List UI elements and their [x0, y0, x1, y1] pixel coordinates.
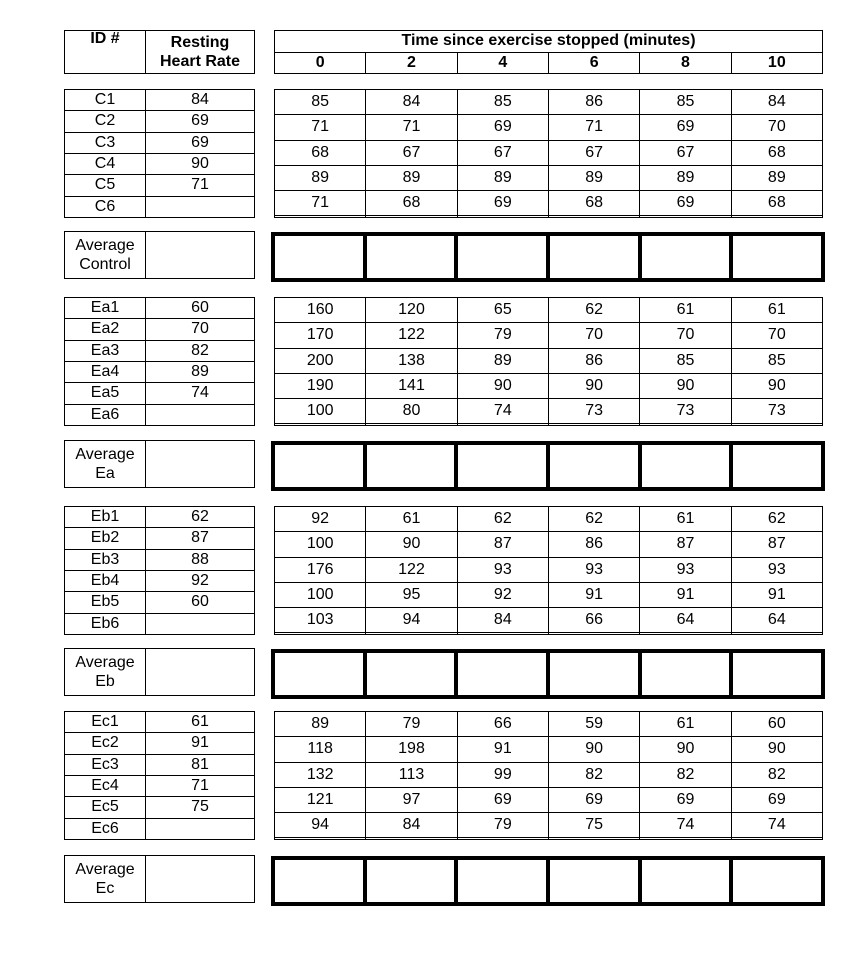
average-resting-cell [146, 856, 255, 903]
table-row [275, 90, 823, 115]
value-cell: 69 [640, 191, 731, 216]
row-id: Ea1 [65, 298, 146, 319]
average-resting-cell [146, 232, 255, 279]
table-row [275, 373, 823, 398]
value-cell [275, 838, 366, 840]
value-cell: 85 [640, 348, 731, 373]
value-cell [548, 424, 639, 426]
average-value-cell [273, 234, 365, 280]
value-cell: 61 [640, 507, 731, 532]
value-cell: 82 [731, 762, 822, 787]
value-cell: 71 [275, 191, 366, 216]
value-cell [275, 633, 366, 635]
value-cell: 69 [457, 787, 548, 812]
row-id: Ec6 [65, 818, 146, 839]
row-id: Ec5 [65, 797, 146, 818]
value-cell: 176 [275, 557, 366, 582]
resting-cell [146, 613, 255, 634]
value-cell: 100 [275, 582, 366, 607]
time-header: 6 [548, 52, 639, 74]
value-cell: 97 [366, 787, 457, 812]
table-row [65, 754, 255, 775]
value-cell [548, 838, 639, 840]
value-cell: 89 [548, 165, 639, 190]
value-cell: 79 [457, 813, 548, 838]
value-cell [457, 633, 548, 635]
value-cell: 71 [366, 115, 457, 140]
value-cell: 62 [548, 298, 639, 323]
value-cell: 160 [275, 298, 366, 323]
resting-cell: 69 [146, 132, 255, 153]
header-left [64, 30, 254, 74]
value-cell: 68 [366, 191, 457, 216]
average-label: Average Ea [65, 441, 146, 488]
table-row [275, 737, 823, 762]
value-cell: 94 [366, 608, 457, 633]
table-row [275, 348, 823, 373]
table-row [65, 90, 255, 111]
value-cell: 121 [275, 787, 366, 812]
row-id: C6 [65, 196, 146, 217]
value-cell [548, 216, 639, 218]
value-cell: 85 [457, 90, 548, 115]
row-id: C5 [65, 175, 146, 196]
value-cell: 103 [275, 608, 366, 633]
table-row [275, 191, 823, 216]
row-id: Eb6 [65, 613, 146, 634]
average-value-cell [456, 651, 548, 697]
value-cell: 64 [640, 608, 731, 633]
value-cell: 82 [548, 762, 639, 787]
table-row [65, 298, 255, 319]
value-cell: 89 [457, 165, 548, 190]
resting-cell: 87 [146, 528, 255, 549]
value-cell: 73 [640, 399, 731, 424]
value-cell: 90 [731, 737, 822, 762]
table-row [65, 361, 255, 382]
resting-cell: 92 [146, 570, 255, 591]
average-value-cell [273, 443, 365, 489]
value-cell: 190 [275, 373, 366, 398]
value-cell: 66 [457, 712, 548, 737]
value-cell: 84 [457, 608, 548, 633]
value-cell: 86 [548, 348, 639, 373]
value-cell: 86 [548, 90, 639, 115]
average-value-cell [640, 234, 732, 280]
average-value-cell [731, 858, 823, 904]
table-row [275, 838, 823, 840]
value-cell: 68 [731, 191, 822, 216]
row-id: C3 [65, 132, 146, 153]
value-cell: 90 [640, 373, 731, 398]
value-cell: 100 [275, 399, 366, 424]
table-row [65, 818, 255, 839]
table-row [275, 323, 823, 348]
table-row [65, 549, 255, 570]
table-row [65, 613, 255, 634]
resting-cell: 91 [146, 733, 255, 754]
value-cell [548, 633, 639, 635]
value-cell: 113 [366, 762, 457, 787]
value-cell: 132 [275, 762, 366, 787]
table-row [275, 399, 823, 424]
value-cell: 69 [548, 787, 639, 812]
group-right-table [274, 711, 823, 840]
table-row [65, 570, 255, 591]
resting-cell: 71 [146, 175, 255, 196]
resting-cell: 90 [146, 153, 255, 174]
average-value-cell [548, 858, 640, 904]
value-cell: 71 [548, 115, 639, 140]
table-row [65, 153, 255, 174]
resting-cell [146, 196, 255, 217]
value-cell: 89 [275, 712, 366, 737]
value-cell: 84 [731, 90, 822, 115]
time-header: 0 [275, 52, 366, 74]
value-cell: 67 [366, 140, 457, 165]
table-row [65, 797, 255, 818]
average-value-cell [365, 234, 457, 280]
average-value-cell [548, 651, 640, 697]
table-row [275, 507, 823, 532]
average-label-box [64, 648, 254, 696]
row-id: Ec2 [65, 733, 146, 754]
value-cell: 141 [366, 373, 457, 398]
average-value-cell [640, 443, 732, 489]
value-cell: 84 [366, 813, 457, 838]
value-cell: 68 [731, 140, 822, 165]
value-cell: 92 [457, 582, 548, 607]
resting-cell: 75 [146, 797, 255, 818]
value-cell [457, 424, 548, 426]
table-row [65, 383, 255, 404]
time-title: Time since exercise stopped (minutes) [275, 31, 823, 53]
value-cell: 68 [275, 140, 366, 165]
value-cell [366, 424, 457, 426]
time-header: 8 [640, 52, 731, 74]
value-cell: 74 [640, 813, 731, 838]
average-values-box [271, 856, 825, 906]
value-cell: 91 [457, 737, 548, 762]
average-value-cell [456, 234, 548, 280]
table-row [65, 507, 255, 528]
value-cell: 91 [640, 582, 731, 607]
average-value-cell [273, 651, 365, 697]
table-row [275, 762, 823, 787]
table-row [275, 633, 823, 635]
table-row [275, 165, 823, 190]
row-id: C1 [65, 90, 146, 111]
value-cell: 69 [640, 787, 731, 812]
value-cell: 170 [275, 323, 366, 348]
value-cell: 85 [275, 90, 366, 115]
id-column-header: ID # [65, 31, 146, 74]
resting-cell: 84 [146, 90, 255, 111]
value-cell [275, 424, 366, 426]
table-row [65, 775, 255, 796]
value-cell: 90 [731, 373, 822, 398]
value-cell: 61 [366, 507, 457, 532]
value-cell [731, 838, 822, 840]
value-cell [731, 424, 822, 426]
average-values-box [271, 441, 825, 491]
value-cell [366, 216, 457, 218]
average-resting-cell [146, 441, 255, 488]
average-values-box [271, 649, 825, 699]
value-cell: 89 [640, 165, 731, 190]
resting-cell: 82 [146, 340, 255, 361]
row-id: Ea6 [65, 404, 146, 425]
value-cell: 69 [457, 115, 548, 140]
table-row [65, 132, 255, 153]
group-right-table [274, 297, 823, 426]
average-value-cell [456, 443, 548, 489]
value-cell: 84 [366, 90, 457, 115]
value-cell: 90 [366, 532, 457, 557]
row-id: Eb2 [65, 528, 146, 549]
value-cell: 87 [731, 532, 822, 557]
value-cell: 93 [548, 557, 639, 582]
average-value-cell [731, 443, 823, 489]
table-row [275, 712, 823, 737]
value-cell: 91 [731, 582, 822, 607]
table-row [275, 557, 823, 582]
value-cell [731, 633, 822, 635]
value-cell: 90 [548, 737, 639, 762]
value-cell [731, 216, 822, 218]
value-cell: 70 [548, 323, 639, 348]
value-cell: 87 [457, 532, 548, 557]
value-cell: 122 [366, 557, 457, 582]
row-id: Ea4 [65, 361, 146, 382]
value-cell: 93 [731, 557, 822, 582]
resting-cell: 71 [146, 775, 255, 796]
table-row [275, 608, 823, 633]
value-cell [457, 216, 548, 218]
value-cell: 118 [275, 737, 366, 762]
value-cell: 79 [457, 323, 548, 348]
value-cell: 74 [731, 813, 822, 838]
value-cell: 95 [366, 582, 457, 607]
value-cell: 93 [640, 557, 731, 582]
group-left-table [64, 89, 254, 218]
resting-cell: 61 [146, 712, 255, 733]
average-label-box [64, 855, 254, 903]
value-cell: 92 [275, 507, 366, 532]
value-cell: 73 [731, 399, 822, 424]
value-cell [640, 216, 731, 218]
value-cell: 89 [275, 165, 366, 190]
time-header: 4 [457, 52, 548, 74]
table-row [65, 196, 255, 217]
value-cell: 91 [548, 582, 639, 607]
table-row [275, 140, 823, 165]
average-value-cell [365, 651, 457, 697]
value-cell: 61 [640, 298, 731, 323]
row-id: C2 [65, 111, 146, 132]
row-id: Eb4 [65, 570, 146, 591]
table-row [65, 319, 255, 340]
value-cell: 69 [640, 115, 731, 140]
value-cell: 66 [548, 608, 639, 633]
value-cell: 100 [275, 532, 366, 557]
table-row [65, 592, 255, 613]
value-cell: 65 [457, 298, 548, 323]
resting-cell: 70 [146, 319, 255, 340]
average-value-cell [640, 858, 732, 904]
row-id: Ec4 [65, 775, 146, 796]
row-id: Ea3 [65, 340, 146, 361]
value-cell: 67 [457, 140, 548, 165]
value-cell: 85 [640, 90, 731, 115]
table-row [65, 404, 255, 425]
value-cell: 99 [457, 762, 548, 787]
table-row [275, 424, 823, 426]
table-row [65, 712, 255, 733]
value-cell [457, 838, 548, 840]
value-cell: 73 [548, 399, 639, 424]
resting-column-header: Resting Heart Rate [146, 31, 255, 74]
value-cell: 68 [548, 191, 639, 216]
value-cell: 67 [548, 140, 639, 165]
value-cell: 93 [457, 557, 548, 582]
value-cell: 86 [548, 532, 639, 557]
value-cell: 62 [731, 507, 822, 532]
value-cell: 62 [548, 507, 639, 532]
value-cell [640, 633, 731, 635]
row-id: C4 [65, 153, 146, 174]
average-label-box [64, 440, 254, 488]
row-id: Eb1 [65, 507, 146, 528]
value-cell: 200 [275, 348, 366, 373]
average-value-cell [548, 443, 640, 489]
value-cell [640, 424, 731, 426]
value-cell: 90 [640, 737, 731, 762]
value-cell: 198 [366, 737, 457, 762]
time-header: 10 [731, 52, 822, 74]
value-cell: 70 [640, 323, 731, 348]
resting-cell: 74 [146, 383, 255, 404]
table-row [275, 787, 823, 812]
value-cell: 90 [457, 373, 548, 398]
value-cell [366, 838, 457, 840]
value-cell: 80 [366, 399, 457, 424]
value-cell [640, 838, 731, 840]
value-cell: 71 [275, 115, 366, 140]
row-id: Ec3 [65, 754, 146, 775]
value-cell: 138 [366, 348, 457, 373]
average-label: Average Eb [65, 649, 146, 696]
value-cell: 69 [731, 787, 822, 812]
value-cell: 85 [731, 348, 822, 373]
row-id: Ec1 [65, 712, 146, 733]
table-row [65, 175, 255, 196]
value-cell: 89 [457, 348, 548, 373]
value-cell: 59 [548, 712, 639, 737]
value-cell: 89 [366, 165, 457, 190]
value-cell: 89 [731, 165, 822, 190]
header-right [274, 30, 823, 74]
value-cell [275, 216, 366, 218]
table-row [275, 532, 823, 557]
table-row [275, 115, 823, 140]
table-row [65, 528, 255, 549]
table-row [275, 298, 823, 323]
table-row [275, 216, 823, 218]
value-cell: 67 [640, 140, 731, 165]
average-label: Average Control [65, 232, 146, 279]
value-cell: 70 [731, 323, 822, 348]
resting-cell: 69 [146, 111, 255, 132]
row-id: Eb3 [65, 549, 146, 570]
value-cell: 82 [640, 762, 731, 787]
table-row [65, 340, 255, 361]
average-value-cell [731, 651, 823, 697]
average-value-cell [365, 858, 457, 904]
time-header: 2 [366, 52, 457, 74]
average-values-box [271, 232, 825, 282]
value-cell: 94 [275, 813, 366, 838]
average-value-cell [640, 651, 732, 697]
value-cell: 60 [731, 712, 822, 737]
average-resting-cell [146, 649, 255, 696]
table-row [275, 582, 823, 607]
row-id: Eb5 [65, 592, 146, 613]
average-value-cell [548, 234, 640, 280]
table-row [65, 111, 255, 132]
resting-cell: 81 [146, 754, 255, 775]
average-value-cell [273, 858, 365, 904]
average-label: Average Ec [65, 856, 146, 903]
value-cell: 69 [457, 191, 548, 216]
value-cell: 90 [548, 373, 639, 398]
value-cell: 120 [366, 298, 457, 323]
value-cell: 61 [640, 712, 731, 737]
group-left-table [64, 297, 254, 426]
value-cell: 75 [548, 813, 639, 838]
value-cell: 62 [457, 507, 548, 532]
row-id: Ea5 [65, 383, 146, 404]
group-left-table [64, 506, 254, 635]
value-cell: 79 [366, 712, 457, 737]
table-row [65, 733, 255, 754]
resting-cell: 60 [146, 298, 255, 319]
group-right-table [274, 89, 823, 218]
group-left-table [64, 711, 254, 840]
value-cell: 87 [640, 532, 731, 557]
resting-cell: 60 [146, 592, 255, 613]
value-cell: 70 [731, 115, 822, 140]
value-cell: 64 [731, 608, 822, 633]
average-value-cell [456, 858, 548, 904]
value-cell: 74 [457, 399, 548, 424]
value-cell [366, 633, 457, 635]
average-label-box [64, 231, 254, 279]
group-right-table [274, 506, 823, 635]
average-value-cell [731, 234, 823, 280]
row-id: Ea2 [65, 319, 146, 340]
table-row [275, 813, 823, 838]
value-cell: 61 [731, 298, 822, 323]
resting-cell: 89 [146, 361, 255, 382]
average-value-cell [365, 443, 457, 489]
resting-cell [146, 404, 255, 425]
resting-cell: 88 [146, 549, 255, 570]
value-cell: 122 [366, 323, 457, 348]
resting-cell [146, 818, 255, 839]
resting-cell: 62 [146, 507, 255, 528]
